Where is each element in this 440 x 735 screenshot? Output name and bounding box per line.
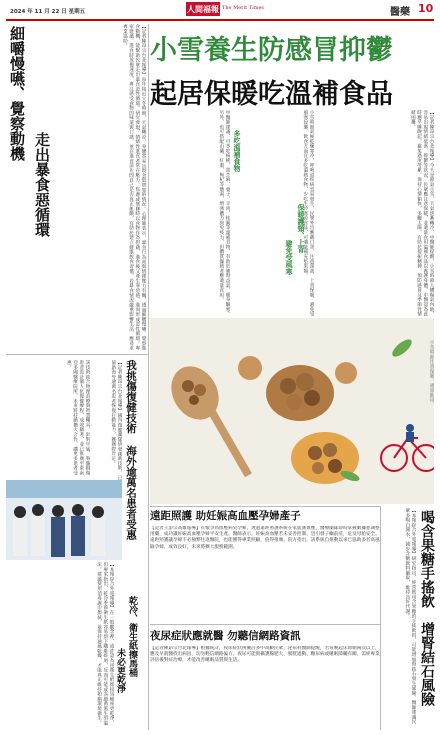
- left-headline-2: 走出暴食惡循環: [33, 132, 51, 237]
- issue-date: 2024 年 11 月 22 日 星期五: [10, 9, 86, 15]
- right-story-body: 【本報綜合外電報導】研究指出，經常飲用含果糖的手搖飲料，可能增加腎結石發生風險。醫師建議民眾多喝白開水，減少含糖飲料攝取，維持良好代謝。: [404, 508, 416, 724]
- sub-headline: 起居保暖吃溫補食品: [150, 79, 393, 110]
- section-name: 醫藥: [390, 7, 410, 18]
- group-photo: [6, 480, 122, 560]
- masthead: [8, 0, 434, 20]
- people-illustration: [6, 480, 122, 560]
- main-story-body-1: 【記者陳昂宗台北報導】今天是節氣小雪，天氣逐漸轉冷，中醫師提醒，小雪時節人體陽氣內斂，容易出現情緒低落、抑鬱等狀況，民眾應注意保暖，並適量食用溫補食品以養護身體。中醫認為此時應早睡晚起，避免過度勞累，保持心情愉快，多曬太陽，有助於提振精神，預防感冒及季節性情緒困擾。: [410, 110, 434, 317]
- right-headline-2: 增腎結石風險: [419, 622, 435, 706]
- column-rule-4: [150, 624, 380, 625]
- column-rule-2: [380, 506, 381, 730]
- left-headline-1: 細嚼慢嚥、覺察動機: [8, 26, 26, 161]
- bottom-story-1-headline: 遠距照護 助妊娠高血壓孕婦產子: [150, 510, 301, 522]
- bottom-story-2-body: 【記者陳昂宗台北報導】根據統計，夜尿症狀困擾許多中高齡民眾，泌尿科醫師提醒，若每晚起床如廁兩次以上，應及早就醫找出病因，切勿輕信網路偏方。夜尿可能與攝護腺肥大、膀胱過動、糖尿病或睡眠障礙有關，需經專業評估後對症治療，才能改善睡眠品質與生活。: [150, 646, 380, 664]
- logo: 人間福報: [187, 4, 219, 14]
- walnut-photo: [150, 318, 434, 504]
- column-rule-3: [150, 506, 380, 507]
- walnut-illustration: [150, 318, 434, 504]
- subhead-avoid-wind: 避免受風寒: [285, 240, 293, 275]
- subhead-neck-warm: 保暖護頸、上背: [297, 204, 305, 253]
- photo-caption: 小雪時節注意保暖、適量飲用: [429, 340, 434, 403]
- bottom-story-1-body: 【記者王添宗高雄報導】有懷孕高血壓病史孕婦，透過遠距照護系統在家監測血壓，醫療團隊即時掌握數據並調整用藥，成功讓妊娠高血壓孕婦平安生產。醫師表示，妊娠高血壓若未妥善控制，恐引發子癲前症，危及母胎安全。遠距照護讓孕婦不必頻繁往返醫院，也能獲得專業照顧，值得推廣。院方指出，該系統自推動以來已協助多名高風險孕婦，成效良好，未來將擴大服務範圍。: [150, 526, 380, 550]
- logo-english: The Merit Times: [222, 5, 264, 11]
- mid-headline: 我挑傷復健技術 海外逾萬名患者受惠: [125, 360, 137, 540]
- main-headline: 小雪養生防感冒抑鬱: [150, 35, 393, 66]
- main-story-body-2: 小雪時節氣候乾燥寒冷，呼吸道疾病容易發生，民眾外出應戴口罩，注意頸部、上背保暖，避免受風寒侵襲。飲食方面宜多吃溫熱食物，少吃生冷寒涼食品，可適量補充堅果類。: [302, 110, 314, 317]
- main-story-body-3: 中醫師建議，可多吃核桃、黑芝麻、栗子、羊肉、桂圓等溫補食物，有助於補腎益氣、暖身驅寒。另外，也可搭配山藥、紅棗、枸杞等燉湯，增強體力與免疫力，但體質燥熱者應適量食用。: [218, 110, 230, 317]
- bottom-left-headline-2: 未必更乾淨: [115, 648, 125, 693]
- mid-story-body-left: 該技術結合物理治療與智慧輔具，針對中風、脊髓損傷患者設計個人化復健療程，成效顯著，並已推廣至東南亞多國醫療院所，未來將持續擴大合作，讓更多患者受惠。: [66, 360, 90, 476]
- bottom-left-body: 【本報綜合外電報導】在一般觀念裡，或許認為用衛生紙擦拭馬桶座更乾淨，但專家指出，乾冷季節衛生紙容易留下纖維碎屑，反而可能成為細菌滋生的溫床。建議使用消毒濕巾擦拭，並保持通風乾燥，才能真正維持如廁環境衛生。: [96, 562, 114, 726]
- page-number: 10: [418, 2, 434, 15]
- mid-story-body-right: 【記者陳昂宗台北報導】國內復健團隊研發創新技術，已協助海外逾萬名患者恢復行動能力，獲國際肯定。: [110, 360, 122, 480]
- bottom-story-2-headline: 夜尿症狀應就醫 勿聽信網路資訊: [150, 630, 301, 642]
- left-story-body: 【記者陳昂宗台北報導】每年接近立冬時節，天氣轉涼，身體容易出現食慾增加的情況。心理師表示，暴食行為常與情緒壓力有關，透過細嚼慢嚥、覺察進食動機，能幫助民眾走出暴食惡性循環。研究發現，情緒性進食者常在壓力、焦慮或無聊時以食物作為慰藉，進食後又產生罪惡感，進而形成惡性循環。專家建議，進食時放慢速度，專注感受食物的味道與口感，並在進食前先問自己是否真正飢餓，有助於建立健康飲食習慣。若暴食情況嚴重影響生活，應尋求專業協助。: [122, 24, 146, 351]
- subhead-warm-food: 多吃溫補食物: [233, 130, 241, 172]
- column-rule-1: [148, 24, 149, 730]
- section-divider: [6, 354, 148, 355]
- masthead-rule: [6, 19, 434, 21]
- bottom-left-headline-1: 乾冷、衛生紙擦馬桶: [127, 596, 137, 677]
- right-headline-1: 喝含果糖手搖飲: [419, 510, 435, 608]
